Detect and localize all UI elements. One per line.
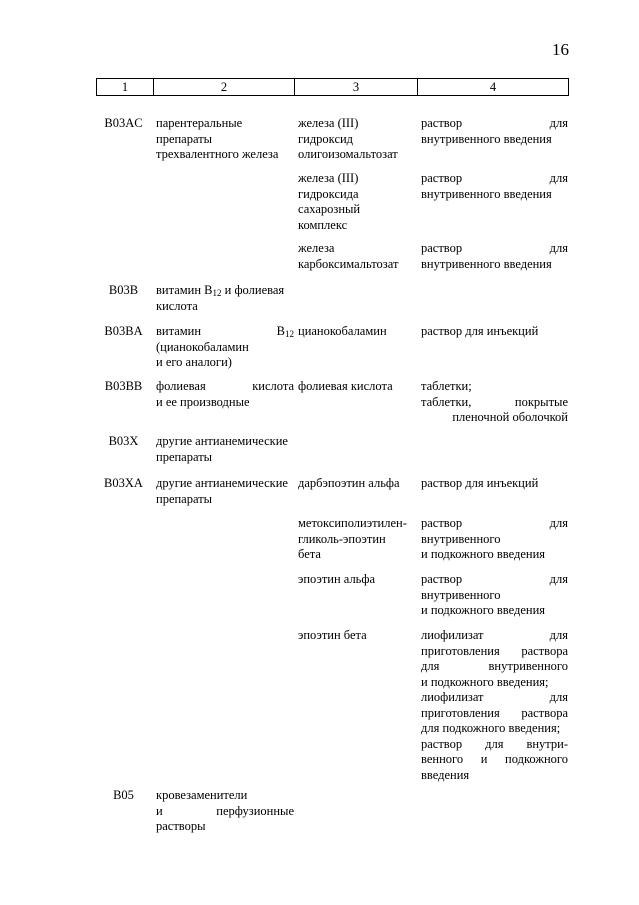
group-name: другие антианемические препараты — [156, 434, 288, 464]
drug-name: эпоэтин альфа — [298, 572, 376, 586]
group-name: другие антианемические препараты — [156, 476, 288, 506]
group-name: парентеральные препараты трехвалентного железа — [156, 116, 279, 161]
dosage-form: раствор для внутривенного введения — [421, 171, 568, 201]
drug-name: железа карбоксимальтозат — [298, 241, 399, 271]
drug-name: дарбэпоэтин альфа — [298, 476, 400, 490]
drug-name: эпоэтин бета — [298, 628, 367, 642]
drug-name: железа (III) гидроксида сахарозный комплекс — [298, 171, 361, 232]
dosage-form: раствор для инъекций — [421, 324, 539, 338]
dosage-form: раствор для внутривенного и подкожного введения — [421, 516, 568, 561]
dosage-form: таблетки; таблетки, покрытые пленочной оболочкой — [421, 379, 568, 424]
group-name: витамин $B_{12}$ и фолиевая кислота — [156, 283, 285, 313]
atc-code: B03BB — [104, 379, 143, 393]
group-name: кровезаменители и перфузионные растворы — [156, 788, 294, 833]
group-name: фолиевая кислота и ее производные — [156, 379, 294, 409]
drug-name: цианокобаламин — [298, 324, 387, 338]
column-header-row — [96, 78, 569, 96]
drug-name: железа (III) гидроксид олигоизомальтозат — [298, 116, 398, 161]
page-number: 16 — [552, 40, 569, 59]
atc-code: B03AC — [104, 116, 143, 130]
atc-code: B03B — [108, 283, 139, 297]
atc-code: B03X — [108, 434, 139, 448]
column-header-3: 3 — [295, 79, 418, 96]
dosage-form: лиофилизат для приготовления раствора для внутривенного и подкожного введения; лиофилизат для приготовления раствора для подкожного введения; раствор для внутри- венного и подкожного введения — [421, 628, 568, 782]
atc-code: B03XA — [104, 476, 143, 490]
column-header-1: 1 — [97, 79, 154, 96]
drug-name: фолиевая кислота — [298, 379, 393, 393]
group-name: витамин $B_{12}$ (цианокобаламин и его аналоги) — [156, 324, 294, 369]
dosage-form: раствор для внутривенного введения — [421, 116, 568, 146]
drug-name: метоксиполиэтилен- гликоль-эпоэтин бета — [298, 516, 407, 561]
column-header-4: 4 — [418, 79, 569, 96]
atc-code: B05 — [113, 788, 134, 802]
column-header-2: 2 — [154, 79, 295, 96]
dosage-form: раствор для внутривенного и подкожного введения — [421, 572, 568, 617]
dosage-form: раствор для инъекций — [421, 476, 539, 490]
atc-code: B03BA — [104, 324, 143, 338]
dosage-form: раствор для внутривенного введения — [421, 241, 568, 271]
